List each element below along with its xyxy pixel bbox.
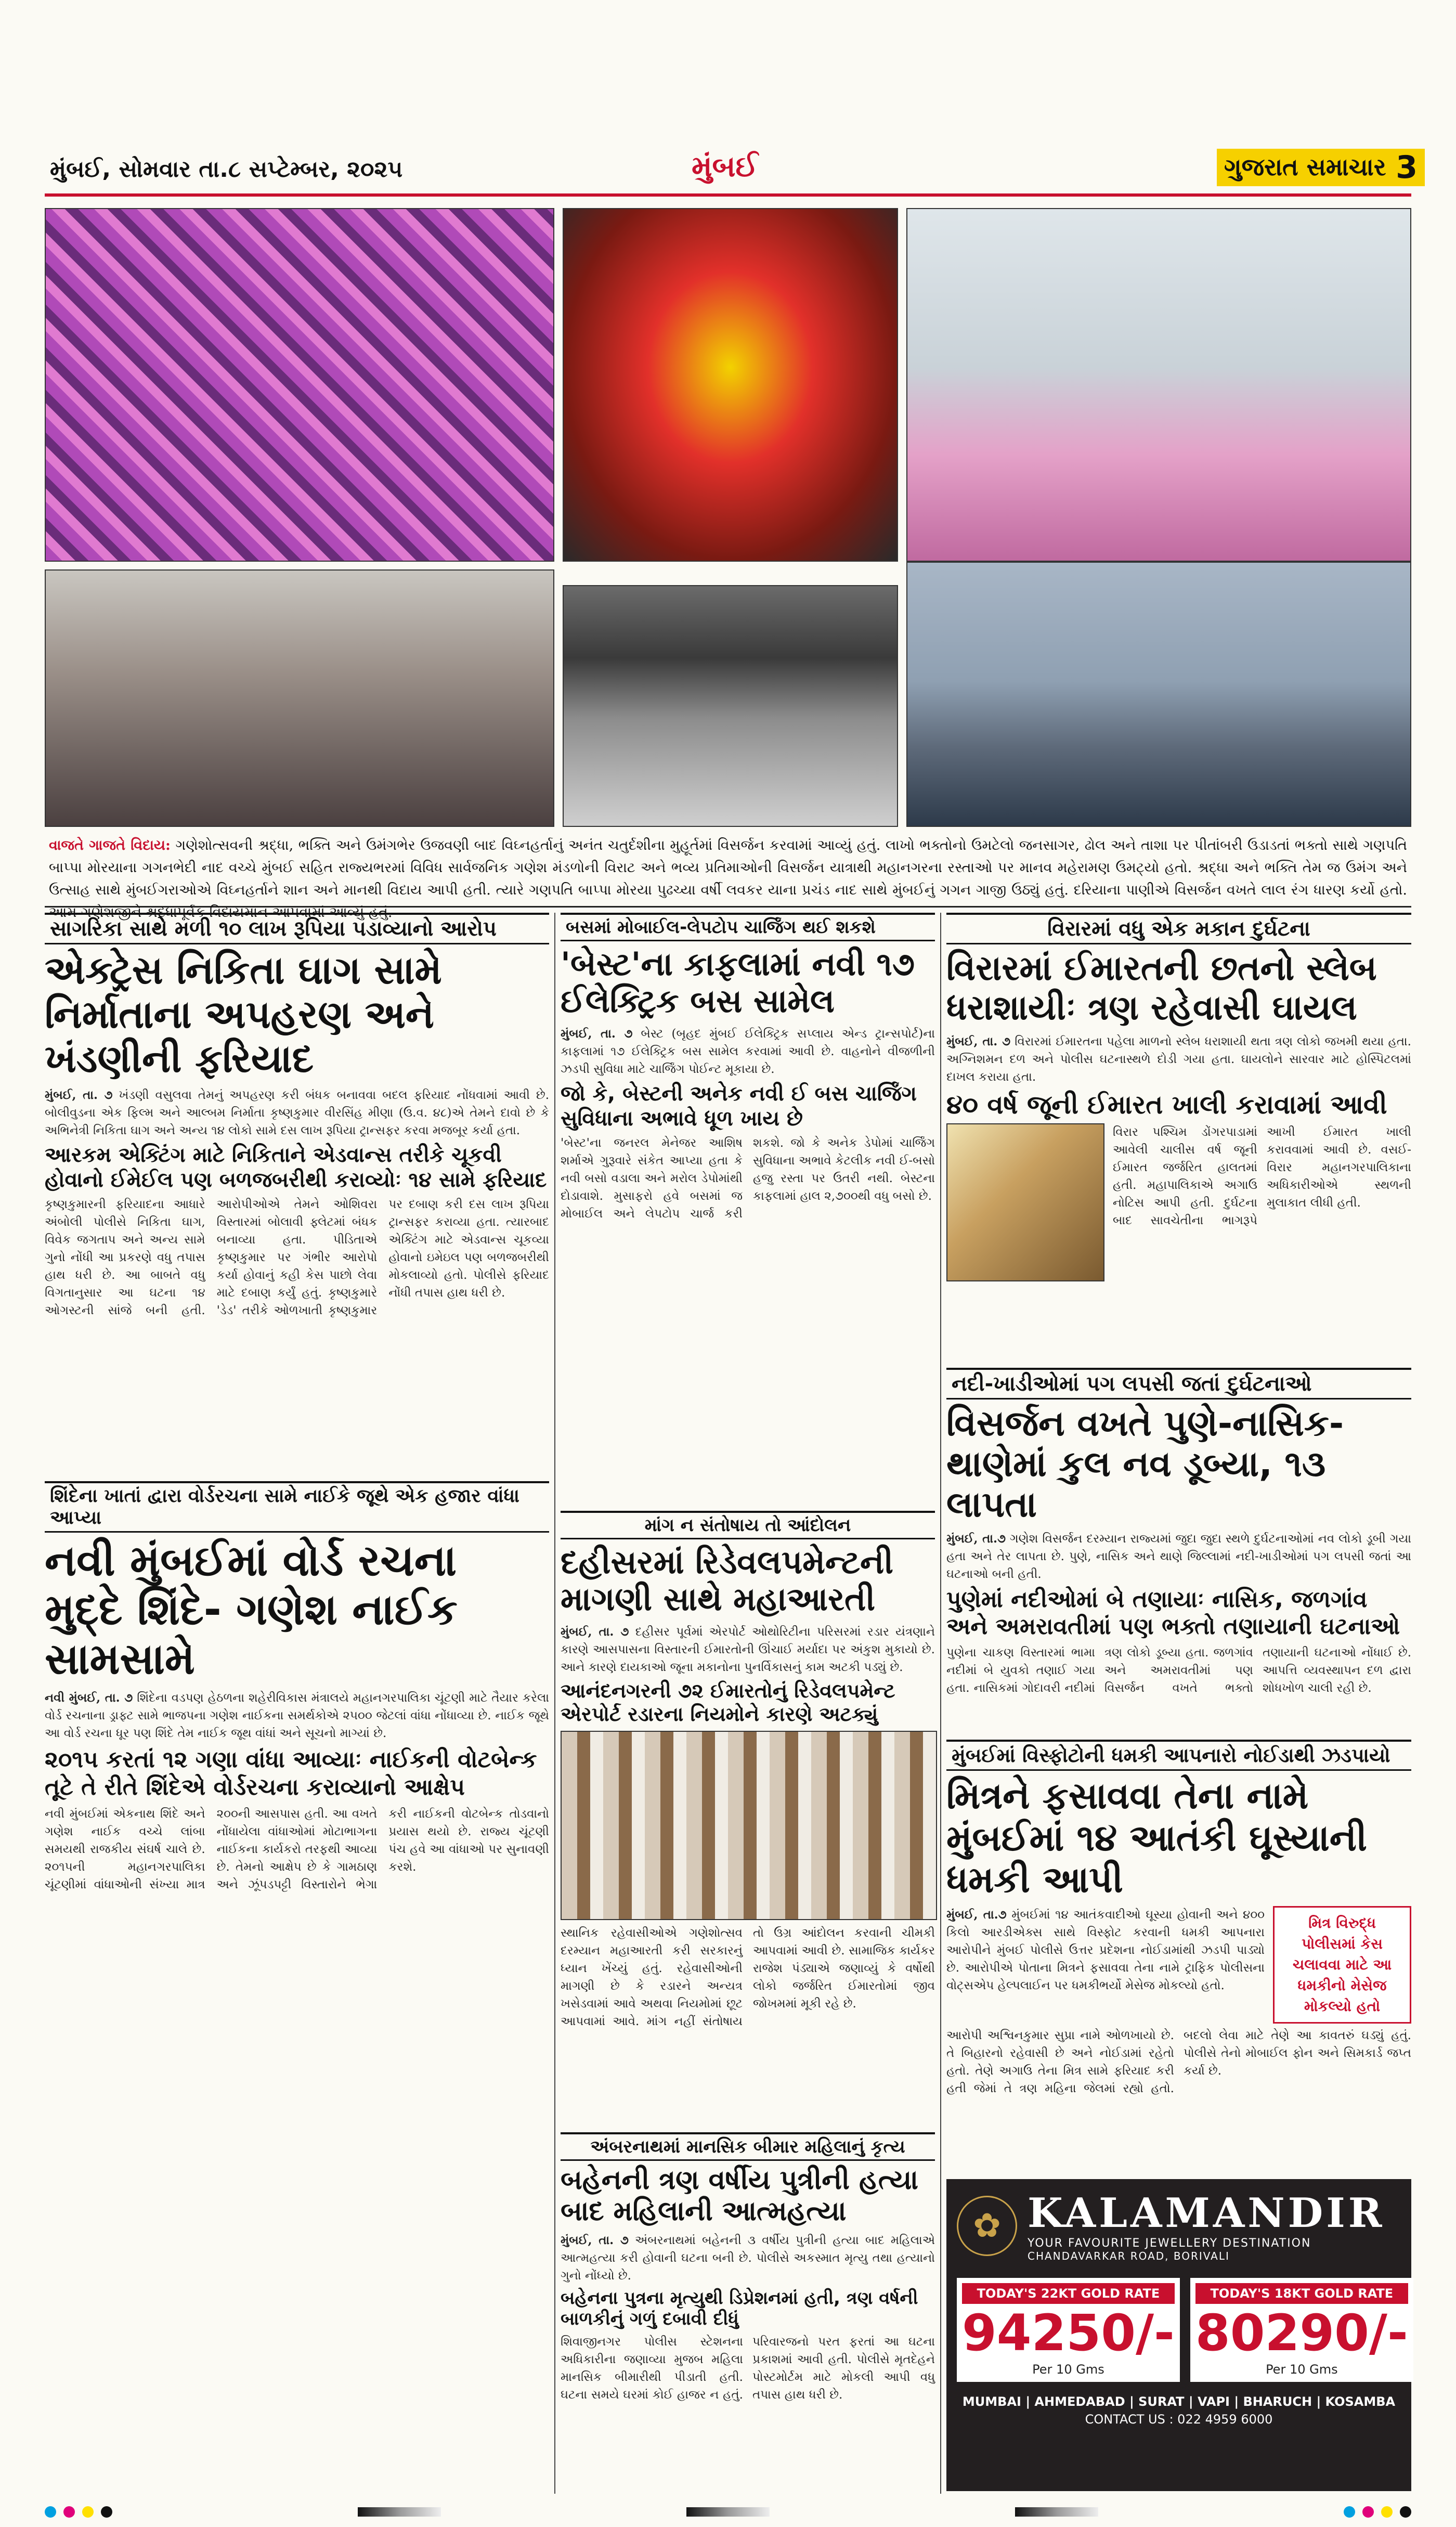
story3-headline: 'બેસ્ટ'ના કાફલામાં નવી ૧૭ ઈલેક્ટ્રિક બસ સામેલ [561, 945, 915, 1020]
photo-lalbaug-idol [563, 208, 898, 562]
print-registration-bar [45, 2504, 1411, 2520]
gray-scale-bar [686, 2507, 770, 2517]
gray-scale-bar [358, 2507, 441, 2517]
story8-body2: શિવાજીનગર પોલીસ સ્ટેશનના અધિકારીના જણાવ્યા મુજબ મહિલા માનસિક બીમારીથી પીડાતી હતી. ઘટના સમયે ઘરમાં કોઈ હાજર ન હતું. પરિવારજનો પરત ફરતાં આ ઘટના પ્રકાશમાં આવી હતી. પોલીસે મૃતદેહને પોસ્ટમોર્ટમ માટે મોકલી આપી વધુ તપાસ હાથ ધરી છે. [561, 2335, 935, 2402]
story5-subhead: ૪૦ વર્ષ જૂની ઈમારત ખાલી કરાવામાં આવી [946, 1089, 1387, 1120]
gold-rate-22kt [957, 2278, 1180, 2382]
story-dahisar-redevelopment [561, 1511, 935, 2124]
gold-rate-18kt-unit: Per 10 Gms [1266, 2362, 1338, 2377]
yellow-dot-icon [1381, 2506, 1393, 2518]
story6-kicker: નદી-ખાડીઓમાં પગ લપસી જતાં દુર્ઘટનાઓ [946, 1368, 1411, 1399]
story4-kicker: માંગ ન સંતોષાય તો આંદોલન [561, 1511, 935, 1539]
masthead-title: ગુજરાત સમાચાર [1224, 153, 1386, 181]
story8-dateline: મુંબઈ, તા. ૭ [561, 2233, 629, 2247]
yellow-dot-icon [82, 2506, 94, 2518]
ad-contact[interactable]: CONTACT US : 022 4959 6000 [1085, 2412, 1273, 2427]
ad-brand: KALAMANDIR [1028, 2189, 1385, 2237]
story6-body [946, 1530, 1411, 1583]
page-number: 3 [1396, 149, 1418, 186]
story6-headline: વિસર્જન વખતે પુણે-નાસિક-થાણેમાં કુલ નવ ડૂબ્યા, ૧૩ લાપતા [946, 1403, 1344, 1526]
story3-lede: બેસ્ટ (બૃહદ મુંબઈ ઈલેક્ટ્રિક સપ્લાય એન્ડ ટ્રાન્સપોર્ટ)ના કાફલામાં ૧૭ ઈલેક્ટ્રિક બસ સામેલ કરવામાં આવી છે. વાહનોને વીજળીની ઝડપી સુવિધા માટે ચાર્જિંગ પોઈન્ટ મૂકાયા છે. [561, 1027, 935, 1076]
story3-dateline: મુંબઈ, તા. ૭ [561, 1026, 633, 1041]
story6-body2: પુણેના ચાકણ વિસ્તારમાં ભામા નદીમાં બે યુવકો તણાઈ ગયા હતા. નાસિકમાં ગોદાવરી નદીમાં ત્રણ લોકો ડૂબ્યા હતા. જળગાંવ અને અમરાવતીમાં પણ વિસર્જન વખતે ભક્તો તણાયાની ઘટનાઓ નોંધાઈ છે. આપત્તિ વ્યવસ્થાપન દળ દ્વારા શોધખોળ ચાલી રહી છે. [946, 1646, 1411, 1695]
story2-body2: નવી મુંબઈમાં એકનાથ શિંદે અને ગણેશ નાઈક વચ્ચે લાંબા સમયથી રાજકીય સંઘર્ષ ચાલે છે. ૨૦૧૫ની મહાનગરપાલિકા ચૂંટણીમાં વાંધાઓની સંખ્યા માત્ર ૨૦૦ની આસપાસ હતી. આ વખતે નોંધાયેલા વાંધાઓમાં મોટાભાગના નાઈકના કાર્યકરો તરફથી આવ્યા છે. તેમનો આક્ષેપ છે કે ગામઠાણ અને ઝૂંપડપટ્ટી વિસ્તારોને ભેગા કરી નાઈકની વોટબેન્ક તોડવાનો પ્રયાસ થયો છે. રાજ્ય ચૂંટણી પંચ હવે આ વાંધાઓ પર સુનાવણી કરશે. [45, 1807, 549, 1892]
photo-virar-building [946, 1123, 1104, 1281]
story1-kicker: સાગરિકા સાથે મળી ૧૦ લાખ રૂપિયા પડાવ્યાનો આરોપ [45, 913, 549, 944]
story2-lede: શિંદેના વડપણ હેઠળના શહેરીવિકાસ મંત્રાલયે મહાનગરપાલિકા ચૂંટણી માટે તૈયાર કરેલા વોર્ડ રચનાના ડ્રાફ્ટ સામે ભાજપના ગણેશ નાઈકના સમર્થકોએ ૨૫૦૦ જેટલાં વાંધા નોંધાવ્યા છે. નાઈક જૂથે આ વોર્ડ રચના ધૂર પણ શિંદે તેમ નાઈક જૂથ વાંધાં અને સૂચનો માગ્યાં છે. [45, 1691, 549, 1740]
story1-body2: કૃષ્ણકુમારની ફરિયાદના આધારે અંબોલી પોલીસે નિકિતા ઘાગ, વિવેક જગતાપ અને અન્ય સામે ગુનો નોંધી આ પ્રકરણે વધુ તપાસ હાથ ધરી છે. આ બાબતે વધુ વિગતાનુસાર આ ઘટના ૧૪ ઓગસ્ટની સાંજે બની હતી. આરોપીઓએ તેમને ઓશિવરા વિસ્તારમાં બોલાવી ફ્લેટમાં બંધક બનાવ્યા હતા. પીડિતાએ કૃષ્ણકુમાર પર ગંભીર આરોપો કર્યા હોવાનું કહી કેસ પાછો લેવા માટે દબાણ કર્યું હતું. કૃષ્ણકુમારે 'ડેડ' તરીકે ઓળખાતી કૃષ્ણકુમાર પર દબાણ કરી દસ લાખ રૂપિયા ટ્રાન્સફર કરાવ્યા હતા. ત્યારબાદ એક્ટિંગ માટે એડવાન્સ ચૂકવ્યા હોવાનો ઇમેઇલ પણ બળજબરીથી મોકલાવ્યો હતો. પોલીસે ફરિયાદ નોંધી તપાસ હાથ ધરી છે. [45, 1198, 549, 1318]
story4-body2: સ્થાનિક રહેવાસીઓએ ગણેશોત્સવ દરમ્યાન મહાઆરતી કરી સરકારનું ધ્યાન ખેંચ્યું હતું. રહેવાસીઓની માગણી છે કે રડારને અન્યત્ર ખસેડવામાં આવે અથવા નિયમોમાં છૂટ આપવામાં આવે. માંગ નહીં સંતોષાય તો ઉગ્ર આંદોલન કરવાની ચીમકી આપવામાં આવી છે. સામાજિક કાર્યકર રાજેશ પંડ્યાએ જણાવ્યું કે વર્ષોથી લોકો જર્જરિત ઈમારતોમાં જીવ જોખમમાં મૂકી રહે છે. [561, 1926, 935, 2028]
story-actress-kidnap [45, 913, 549, 1474]
cyan-dot-icon [1344, 2506, 1355, 2518]
story1-body [45, 1086, 549, 1139]
column-rule-2 [940, 913, 941, 2494]
story8-lede: અંબરનાથમાં બહેનની ૩ વર્ષીય પુત્રીની હત્યા બાદ મહિલાએ આત્મહત્યા કરી હોવાની ઘટના બની છે. પોલીસે અકસ્માત મૃત્યુ તથા હત્યાનો ગુનો નોંધ્યો છે. [561, 2233, 935, 2283]
section-title: મુંબઈ [692, 150, 758, 184]
color-dots-left [45, 2506, 112, 2518]
story-immersion-drowning [946, 1368, 1411, 1732]
caption-text: ગણેશોત્સવની શ્રદ્ધા, ભક્તિ અને ઉમંગભેર ઉજવણી બાદ વિઘ્નહર્તાનું અનંત ચતુર્દશીના મુહૂર્તમાં વિસર્જન કરવામાં આવ્યું હતું. લાખો ભક્તોનો ઉમટેલો જનસાગર, ઢોલ અને તાશા પર પીતાંબરી ઉડાડતાં ભક્તો સાથે ગણપતિ બાપ્પા મોરયાના ગગનભેદી નાદ વચ્ચે મુંબઈ સહિત રાજ્યભરમાં વિવિધ સાર્વજનિક ગણેશ મંડળોની વિરાટ અને ભવ્ય પ્રતિમાઓની વિસર્જન યાત્રાથી મહાનગરના રસ્તાઓ પર માનવ મહેરામણ ઉમટ્યો હતો. શ્રદ્ધા અને ભક્તિ તેમ જ ઉમંગ અને ઉત્સાહ સાથે મુંબઈગરાઓએ વિઘ્નહર્તાને શાન અને માનથી વિદાય આપી હતી. ત્યારે ગણપતિ બાપ્પા મોરયા પુઢચ્યા વર્ષી લવકર યાના પ્રચંડ નાદ સાથે મુંબઈનું ગગન ગાજી ઉઠ્યું હતું. દરિયાના પાણીએ વિસર્જન વખતે લાલ રંગ ધારણ કર્યો હતો. આમ ગણેશજીને શ્રદ્ધાપૂર્વક વિદાયમાન આપવામાં આવ્યું હતું. [49, 837, 1407, 921]
story4-body [561, 1623, 935, 1676]
story1-subhead: આરકમ એક્ટિંગ માટે નિકિતાને એડવાન્સ તરીકે ચૂકવી હોવાનો ઈમેઈલ પણ બળજબરીથી કરાવ્યોઃ ૧૪ સામે ફરિયાદ [45, 1143, 547, 1193]
caption-lead: વાજતે ગાજતે વિદાય: [49, 837, 171, 853]
story4-headline: દહીસરમાં રિડેવલપમેન્ટની માગણી સાથે મહાઆરતી [561, 1543, 893, 1618]
column-rule-1 [554, 913, 555, 2494]
story4-subhead: આનંદનગરની ૭૨ ઈમારતોનું રિડેવલપમેન્ટ એરપોર્ટ રડારના નિયમોને કારણે અટક્યું [561, 1679, 895, 1726]
story1-dateline: મુંબઈ, તા. ૭ [45, 1088, 113, 1103]
story2-kicker: શિંદેના ખાતાં દ્વારા વોર્ડરચના સામે નાઈકે જૂથે એક હજાર વાંધા આપ્યા [45, 1481, 549, 1533]
gold-rate-22kt-price: 94250/- [962, 2304, 1175, 2362]
story-terror-threat [946, 1740, 1411, 2171]
story6-lede: ગણેશ વિસર્જન દરમ્યાન રાજ્યમાં જુદા જુદા સ્થળે દુર્ઘટનાઓમાં નવ લોકો ડૂબી ગયા હતા અને તેર લાપતા છે. પુણે, નાસિક અને થાણે જિલ્લામાં નદી-ખાડીઓમાં પગ લપસી જતાં આ ઘટનાઓ બની હતી. [946, 1532, 1412, 1581]
story3-kicker: બસમાં મોબાઈલ-લેપટોપ ચાર્જિંગ થઈ શકશે [561, 913, 935, 941]
story8-subhead: બહેનના પુત્રના મૃત્યુથી ડિપ્રેશનમાં હતી, ત્રણ વર્ષની બાળકીનું ગળું દબાવી દીધું [561, 2287, 918, 2330]
story-best-ebus [561, 913, 935, 1506]
story3-body [561, 1025, 935, 1078]
story7-body2: આરોપી અશ્વિનકુમાર સુપ્રા નામે ઓળખાયો છે. તે બિહારનો રહેવાસી છે અને નોઈડામાં રહેતો હતો. તેણે અગાઉ તેના મિત્ર સામે ફરિયાદ કરી હતી જેમાં તે ત્રણ મહિના જેલમાં રહ્યો હતો. બદલો લેવા માટે તેણે આ કાવતરું ઘડ્યું હતું. પોલીસે તેનો મોબાઈલ ફોન અને સિમકાર્ડ જપ્ત કર્યા છે. [946, 2028, 1411, 2095]
story6-subhead: પુણેમાં નદીઓમાં બે તણાયાઃ નાસિક, જળગાંવ અને અમરાવતીમાં પણ ભક્તો તણાયાની ઘટનાઓ [946, 1586, 1400, 1640]
ad-kalamandir[interactable] [946, 2179, 1411, 2491]
ad-address: CHANDAVARKAR ROAD, BORIVALI [1028, 2250, 1230, 2262]
photo-procession-crowd [45, 569, 554, 827]
photo-dahisar-protest [561, 1731, 937, 1920]
story5-body2: વિરાર પશ્ચિમ ડોંગરપાડામાં આવેલી ચાલીસ વર્ષ જૂની ઈમારત જર્જરિત હાલતમાં હતી. મહાપાલિકાએ અગાઉ નોટિસ આપી હતી. દુર્ઘટના બાદ સાવચેતીના ભાગરૂપે આખી ઈમારત ખાલી કરાવવામાં આવી છે. વસઈ-વિરાર મહાનગરપાલિકાના અધિકારીઓએ સ્થળની મુલાકાત લીધી હતી. [1113, 1125, 1411, 1227]
story7-lede: મુંબઈમાં ૧૪ આતંકવાદીઓ ઘૂસ્યા હોવાની અને ૪૦૦ કિલો આરડીએક્સ સાથે વિસ્ફોટ કરવાની ધમકી આપનારા આરોપીને મુંબઈ પોલીસે ઉત્તર પ્રદેશના નોઈડામાંથી ઝડપી પાડ્યો છે. આરોપીએ પોતાના મિત્રને ફસાવવા તેના નામે ટ્રાફિક પોલીસના વોટ્સએપ હેલ્પલાઈન પર ધમકીભર્યો મેસેજ મોકલ્યો હતો. [946, 1908, 1265, 1992]
photo-chowpatty-aerial [563, 585, 898, 827]
gold-rate-22kt-label: TODAY'S 22KT GOLD RATE [962, 2283, 1175, 2304]
story5-kicker: વિરારમાં વધુ એક મકાન દુર્ઘટના [946, 913, 1411, 944]
color-dots-right [1344, 2506, 1411, 2518]
story8-body [561, 2232, 935, 2285]
gold-rate-22kt-unit: Per 10 Gms [1032, 2362, 1104, 2377]
story2-dateline: નવી મુંબઈ, તા. ૭ [45, 1690, 133, 1705]
story3-subhead: જો કે, બેસ્ટની અનેક નવી ઈ બસ ચાર્જિંગ સુવિધાના અભાવે ધૂળ ખાય છે [561, 1081, 917, 1131]
story7-body [946, 1906, 1265, 2024]
story4-dateline: મુંબઈ, તા. ૭ [561, 1624, 629, 1639]
story4-lede: દહીસર પૂર્વમાં એરપોર્ટ ઓથોરિટીના પરિસરમાં રડાર યંત્રણાને કારણે આસપાસના વિસ્તારની ઈમારતોની ઊંચાઈ મર્યાદા પર અંકુશ મુકાયો છે. આને કારણે દાયકાઓ જૂના મકાનોના પુનર્વિકાસનું કામ અટકી પડ્યું છે. [561, 1625, 935, 1674]
story8-headline: બહેનની ત્રણ વર્ષીય પુત્રીની હત્યા બાદ મહિલાની આત્મહત્યા [561, 2165, 918, 2227]
story7-pullquote: મિત્ર વિરુદ્ધ પોલીસમાં કેસ ચલાવવા માટે આ ધમકીનો મેસેજ મોકલ્યો હતો [1273, 1906, 1411, 2024]
story5-headline: વિરારમાં ઈમારતની છતનો સ્લેબ ધરાશાયીઃ ત્રણ રહેવાસી ઘાયલ [946, 948, 1377, 1028]
story2-subhead: ૨૦૧૫ કરતાં ૧૨ ગણા વાંધા આવ્યાઃ નાઈકની વોટબેન્ક તૂટે તે રીતે શિંદેએ વોર્ડરચના કરાવ્યાનો આક્ષેપ [45, 1746, 537, 1800]
story7-headline: મિત્રને ફસાવવા તેના નામે મુંબઈમાં ૧૪ આતંકી ઘૂસ્યાની ધમકી આપી [946, 1774, 1367, 1901]
story2-headline: નવી મુંબઈમાં વોર્ડ રચના મુદ્દે શિંદે- ગણેશ નાઈક સામસામે [45, 1536, 458, 1684]
magenta-dot-icon [63, 2506, 75, 2518]
story5-lede: વિરારમાં ઈમારતના પહેલા માળનો સ્લેબ ધરાશાયી થતા ત્રણ લોકો જખમી થયા હતા. અગ્નિશમન દળ અને પોલીસ ઘટનાસ્થળે દોડી ગયા હતા. ઘાયલોને સારવાર માટે હોસ્પિટલમાં દાખલ કરાયા હતા. [946, 1034, 1411, 1084]
story8-kicker: અંબરનાથમાં માનસિક બીમાર મહિલાનું કૃત્ય [561, 2132, 935, 2161]
cyan-dot-icon [45, 2506, 56, 2518]
story5-body [946, 1033, 1411, 1086]
masthead [1217, 149, 1425, 186]
story1-lede: ખંડણી વસુલવા તેમનું અપહરણ કરી બંધક બનાવવા બદલ ફરિયાદ નોંધવામાં આવી છે. બોલીવુડના એક ફિલ્મ અને આલ્બમ નિર્માતા કૃષ્ણકુમાર વીરસિંહ મીણા (ઉ.વ. ૪૮)એ તેમને દાવો છે કે અભિનેત્રી નિકિતા ઘાગ અને અન્ય ૧૪ લોકો સામે દસ લાખ રૂપિયા ટ્રાન્સફર કરવા મજબૂર કર્યા હતા. [45, 1088, 549, 1138]
peacock-logo-icon: ✿ [957, 2196, 1017, 2256]
photo-caption [45, 832, 1411, 921]
ad-cities: MUMBAI | AHMEDABAD | SURAT | VAPI | BHARUCH | KOSAMBA [962, 2394, 1396, 2409]
magenta-dot-icon [1362, 2506, 1374, 2518]
ad-tagline: YOUR FAVOURITE JEWELLERY DESTINATION [1028, 2237, 1311, 2250]
story5-dateline: મુંબઈ, તા. ૭ [946, 1034, 1011, 1048]
story3-body2: 'બેસ્ટ'ના જનરલ મેનેજર આશિષ શર્માએ ગુરૂવારે સંકેત આપ્યા હતા કે નવી બસો વડાલા અને મરોલ ડેપોમાંથી દોડાવાશે. મુસાફરો હવે બસમાં જ મોબાઈલ અને લેપટોપ ચાર્જ કરી શકશે. જો કે અનેક ડેપોમાં ચાર્જિંગ સુવિધાના અભાવે કેટલીક નવી ઈ-બસો હજુ રસ્તા પર ઉતરી નથી. બેસ્ટના કાફલામાં હાલ ૨,૭૦૦થી વધુ બસો છે. [561, 1136, 935, 1221]
story2-body [45, 1689, 549, 1742]
issue-date: મુંબઈ, સોમવાર તા.૮ સપ્ટેમ્બર, ૨૦૨૫ [50, 156, 403, 183]
story6-dateline: મુંબઈ, તા.૭ [946, 1531, 1006, 1546]
gold-rate-18kt-price: 80290/- [1195, 2304, 1408, 2362]
gold-rate-18kt [1190, 2278, 1413, 2382]
story7-dateline: મુંબઈ, તા.૭ [946, 1907, 1007, 1922]
photo-beach-idol [906, 208, 1411, 562]
photo-crowd-gulal [45, 208, 554, 562]
black-dot-icon [1400, 2506, 1411, 2518]
story-ambernath [561, 2132, 935, 2496]
black-dot-icon [101, 2506, 112, 2518]
story-navi-mumbai-ward [45, 1481, 549, 2495]
gold-rate-18kt-label: TODAY'S 18KT GOLD RATE [1195, 2283, 1408, 2304]
story1-headline: એક્ટ્રેસ નિકિતા ઘાગ સામે નિર્માતાના અપહરણ અને ખંડણીની ફરિયાદ [45, 948, 442, 1082]
header-rule [45, 193, 1411, 197]
photo-sea-immersion [906, 562, 1411, 827]
gray-scale-bar [1015, 2507, 1098, 2517]
story7-kicker: મુંબઈમાં વિસ્ફોટોની ધમકી આપનારો નોઈડાથી ઝડપાયો [946, 1740, 1411, 1771]
story-virar-slab [946, 913, 1411, 1360]
